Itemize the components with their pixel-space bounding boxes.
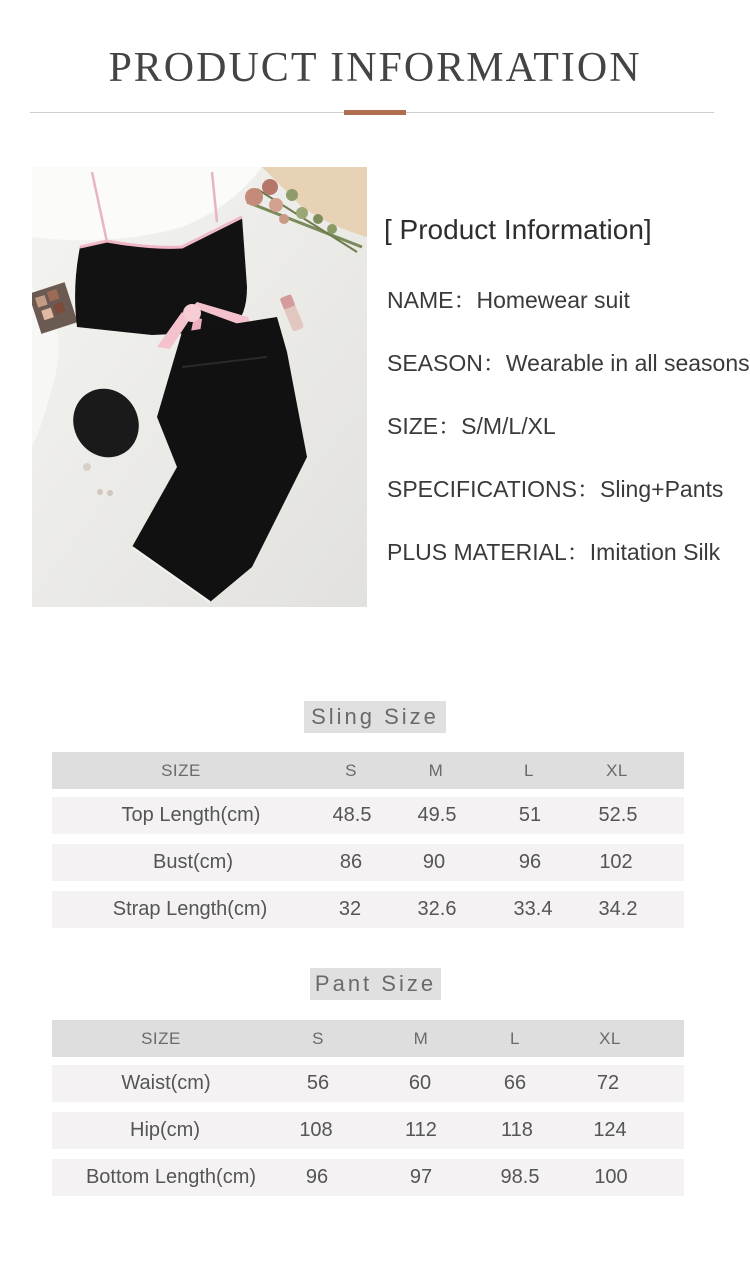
info-row-size: SIZE：S/M/L/XL xyxy=(387,413,556,439)
table-row xyxy=(52,797,684,834)
table-row xyxy=(52,1112,684,1149)
table-cell: 51 xyxy=(518,804,542,826)
info-label: NAME xyxy=(387,287,454,313)
header-cell: S xyxy=(345,760,357,780)
info-row-season: SEASON：Wearable in all seasons xyxy=(387,350,750,376)
header-cell: L xyxy=(524,760,534,780)
info-label: SPECIFICATIONS xyxy=(387,476,577,502)
table-cell: 33.4 xyxy=(513,898,553,920)
info-label: SEASON xyxy=(387,350,483,376)
table-cell: 66 xyxy=(503,1072,527,1094)
header-cell: M xyxy=(413,1028,429,1048)
header-cell: SIZE xyxy=(141,1028,181,1048)
header-cell: SIZE xyxy=(161,760,201,780)
table-cell: 98.5 xyxy=(500,1166,540,1188)
table-header-row xyxy=(52,1020,684,1057)
table-row xyxy=(52,844,684,881)
info-value: S/M/L/XL xyxy=(461,413,556,439)
table-cell: 72 xyxy=(596,1072,620,1094)
table-cell: 124 xyxy=(593,1119,627,1141)
table-cell: 86 xyxy=(339,851,363,873)
product-photo xyxy=(32,167,367,607)
info-value: Homewear suit xyxy=(476,287,630,313)
table-row xyxy=(52,1159,684,1196)
table-cell: 108 xyxy=(299,1119,333,1141)
row-label: Bottom Length(cm) xyxy=(85,1166,257,1188)
table-cell: 102 xyxy=(599,851,633,873)
table-cell: 52.5 xyxy=(598,804,638,826)
table-cell: 34.2 xyxy=(598,898,638,920)
info-value: Wearable in all seasons xyxy=(505,350,750,376)
info-heading: [ Product Information] xyxy=(384,214,652,245)
info-row-specifications: SPECIFICATIONS：Sling+Pants xyxy=(387,476,724,502)
table-cell: 118 xyxy=(501,1119,533,1141)
table-cell: 49.5 xyxy=(417,804,457,826)
sling-size-title: Sling Size xyxy=(304,701,446,733)
info-label: SIZE xyxy=(387,413,439,439)
table-cell: 100 xyxy=(594,1166,628,1188)
table-header-row xyxy=(52,752,684,789)
table-cell: 96 xyxy=(305,1166,329,1188)
table-cell: 48.5 xyxy=(332,804,372,826)
table-row xyxy=(52,891,684,928)
table-cell: 97 xyxy=(409,1166,433,1188)
pant-size-title: Pant Size xyxy=(310,968,441,1000)
header-cell: XL xyxy=(599,1028,621,1048)
row-label: Waist(cm) xyxy=(121,1072,211,1094)
table-row xyxy=(52,1065,684,1102)
header-cell: M xyxy=(428,760,444,780)
header-cell: L xyxy=(510,1028,520,1048)
table-cell: 90 xyxy=(422,851,446,873)
info-row-material: PLUS MATERIAL：Imitation Silk xyxy=(387,539,721,565)
header-cell: XL xyxy=(606,760,628,780)
row-label: Strap Length(cm) xyxy=(112,898,268,920)
table-cell: 56 xyxy=(306,1072,330,1094)
title-accent-bar xyxy=(344,110,406,115)
row-label: Top Length(cm) xyxy=(121,804,261,826)
table-cell: 112 xyxy=(405,1119,437,1141)
info-label: PLUS MATERIAL xyxy=(387,539,567,565)
header-cell: S xyxy=(312,1028,324,1048)
page-title: PRODUCT INFORMATION xyxy=(108,45,642,91)
table-cell: 60 xyxy=(408,1072,432,1094)
table-cell: 32.6 xyxy=(417,898,457,920)
info-value: Sling+Pants xyxy=(600,476,724,502)
info-list xyxy=(387,282,750,597)
table-cell: 96 xyxy=(518,851,542,873)
info-value: Imitation Silk xyxy=(589,539,721,565)
row-label: Hip(cm) xyxy=(130,1119,200,1141)
row-label: Bust(cm) xyxy=(153,851,233,873)
table-cell: 32 xyxy=(338,898,362,920)
info-row-name: NAME：Homewear suit xyxy=(387,287,630,313)
